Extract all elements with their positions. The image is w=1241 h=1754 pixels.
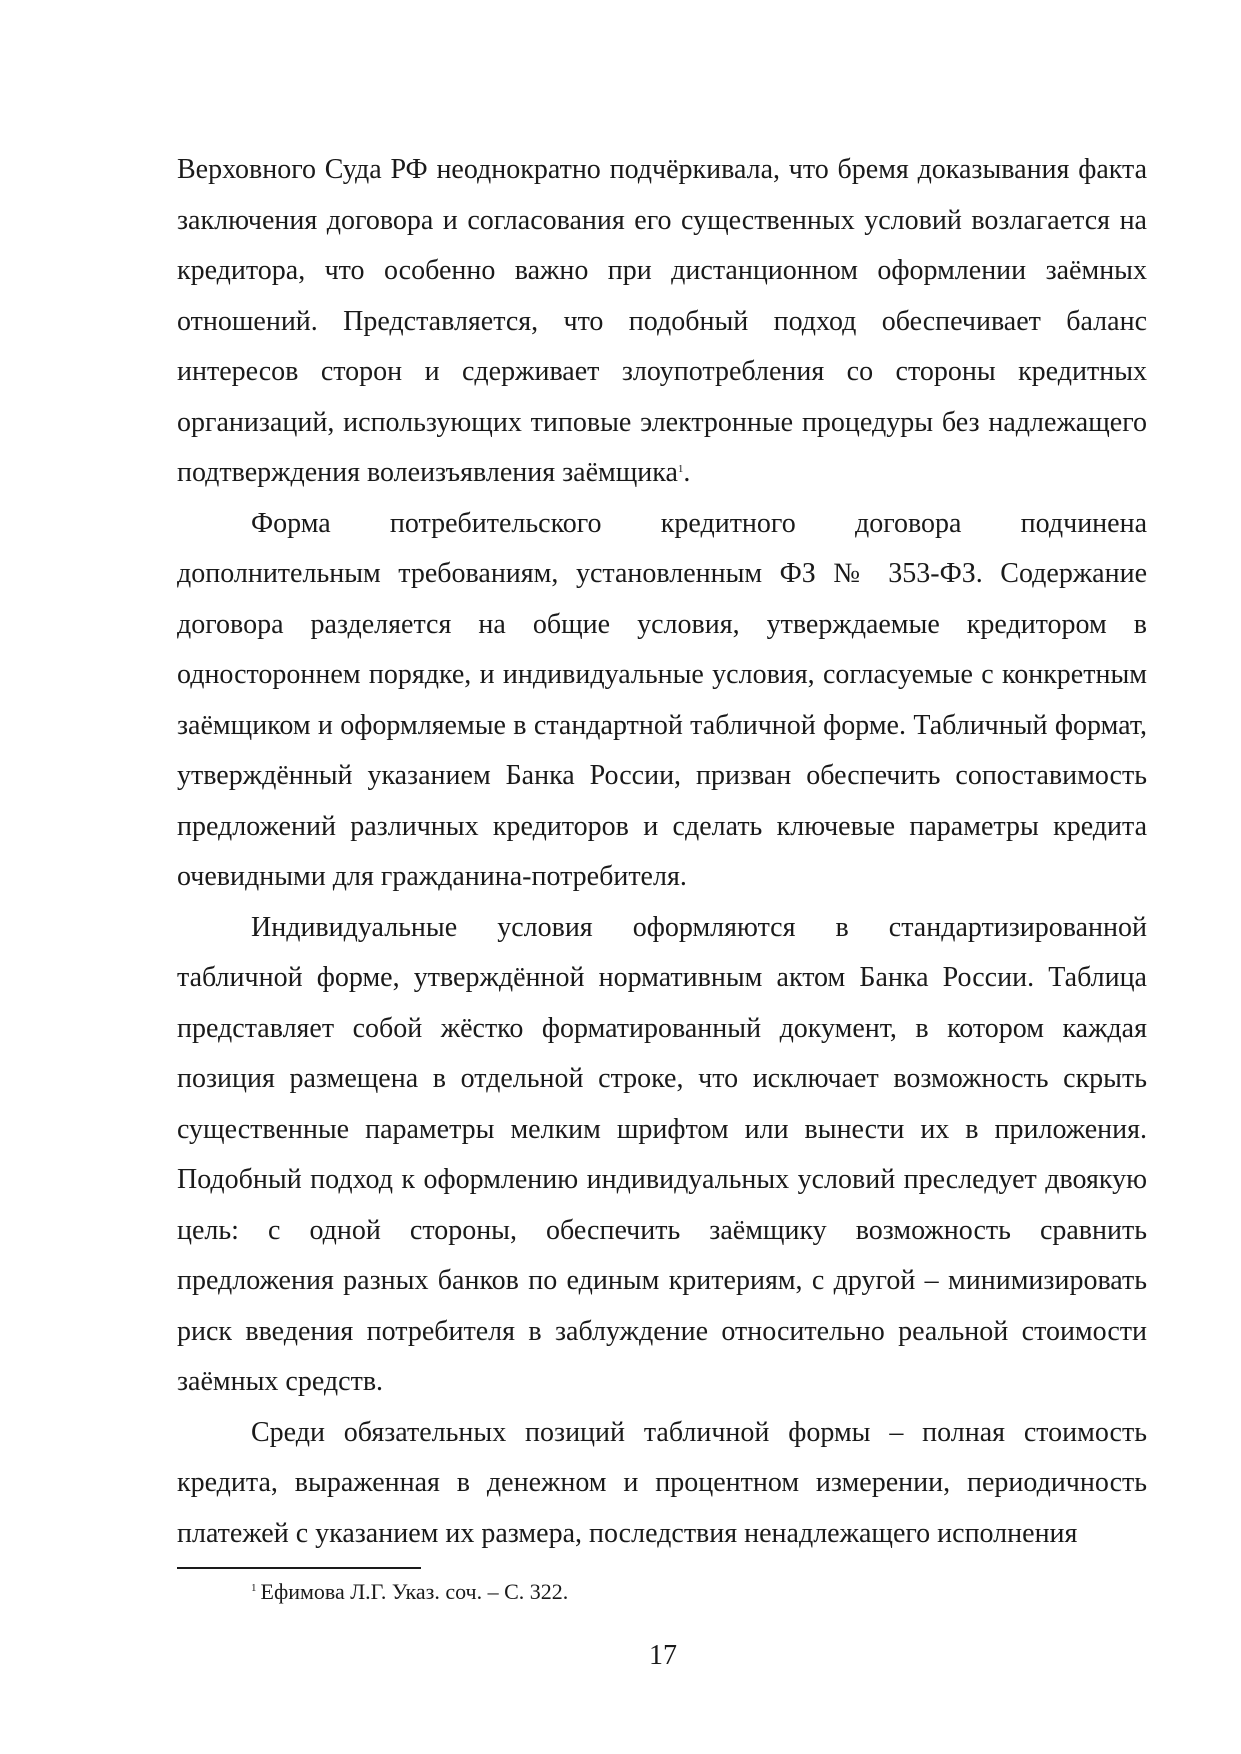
paragraph-1-end: .: [683, 457, 691, 488]
footnote-number: 1: [251, 1582, 257, 1594]
footnote-text: Ефимова Л.Г. Указ. соч. – С. 322.: [260, 1579, 569, 1604]
footnote-reference[interactable]: 1: [677, 463, 684, 475]
paragraph-3: Индивидуальные условия оформляются в стандартизированной табличной форме, утверждённой нормативным актом Банка России. Таблица представляет собой жёстко форматированный документ, в котором каждая позиция размещена в отдельной строке, что исключает возможность скрыть существенные параметры мелким шрифтом или вынести их в приложения. Подобный подход к оформлению индивидуальных условий преследует двоякую цель: с одной стороны, обеспечить заёмщику возможность сравнить предложения разных банков по единым критериям, с другой – минимизировать риск введения потребителя в заблуждение относительно реальной стоимости заёмных средств.: [177, 911, 1147, 1397]
page-number: 17: [649, 1640, 677, 1671]
footnote-separator: [177, 1567, 421, 1569]
paragraph-1-text: Верховного Суда РФ неоднократно подчёркивала, что бремя доказывания факта заключения договора и согласования его существенных условий возлагается на кредитора, что особенно важно при дистанционном оформлении заёмных отношений. Представляется, что подобный подход обеспечивает баланс интересов сторон и сдерживает злоупотребления со стороны кредитных организаций, использующих типовые электронные процедуры без надлежащего подтверждения волеизъявления заёмщика: [177, 154, 1147, 488]
footnote: [251, 1577, 568, 1607]
paragraph-2: Форма потребительского кредитного договора подчинена дополнительным требованиям, установленным ФЗ № 353-ФЗ. Содержание договора разделяется на общие условия, утверждаемые кредитором в одностороннем порядке, и индивидуальные условия, согласуемые с конкретным заёмщиком и оформляемые в стандартной табличной форме. Табличный формат, утверждённый указанием Банка России, призван обеспечить сопоставимость предложений различных кредиторов и сделать ключевые параметры кредита очевидными для гражданина-потребителя.: [177, 507, 1147, 892]
paragraph-4: Среди обязательных позиций табличной формы – полная стоимость кредита, выраженная в денежном и процентном измерении, периодичность платежей с указанием их размера, последствия ненадлежащего исполнения: [177, 1416, 1147, 1549]
paragraph-1: [177, 145, 1147, 499]
body-text: [177, 145, 1147, 1559]
